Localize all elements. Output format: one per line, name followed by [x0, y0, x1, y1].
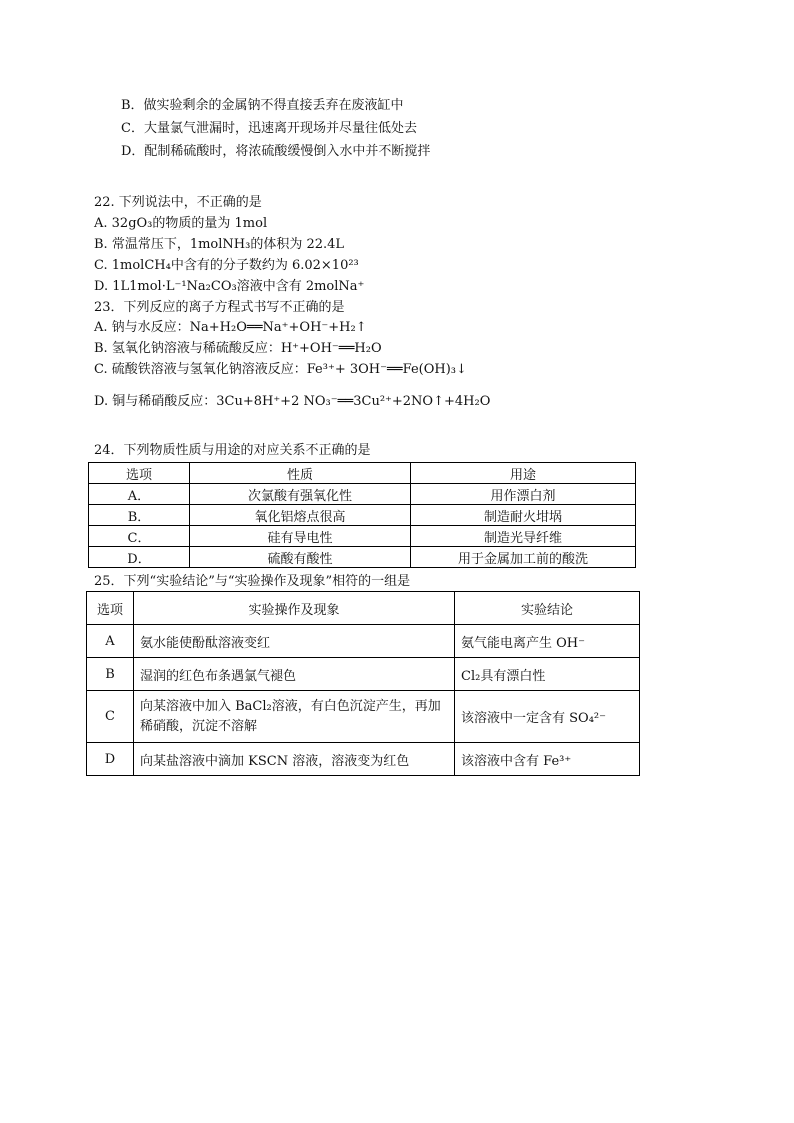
table-row: [89, 526, 636, 547]
header-cell: 实验操作及现象: [134, 592, 455, 625]
use-cell: 制造耐火坩埚: [411, 505, 636, 526]
q25-table: [86, 591, 640, 776]
conclusion-cell: 该溶液中含有 Fe³⁺: [455, 743, 640, 776]
table-header-row: [87, 592, 640, 625]
use-cell: 用作漂白剂: [411, 484, 636, 505]
q23-option-d: D. 铜与稀硝酸反应：3Cu+8H⁺+2 NO₃⁻══3Cu²⁺+2NO↑+4H₂O: [94, 394, 491, 409]
option-cell: B．: [89, 505, 190, 526]
header-cell: 用途: [411, 463, 636, 484]
conclusion-cell: 氨气能电离产生 OH⁻: [455, 625, 640, 658]
option-cell: D．: [89, 547, 190, 568]
q23-option-a: A. 钠与水反应：Na+H₂O══Na⁺+OH⁻+H₂↑: [94, 320, 367, 335]
property-cell: 硫酸有酸性: [190, 547, 411, 568]
q23-option-b: B. 氢氧化钠溶液与稀硫酸反应：H⁺+OH⁻══H₂O: [94, 341, 382, 356]
table-row: [89, 505, 636, 526]
q21-option-b: B．做实验剩余的金属钠不得直接丢弃在废液缸中: [121, 98, 404, 113]
q24-table: [88, 462, 636, 568]
header-cell: 性质: [190, 463, 411, 484]
operation-cell: 氨水能使酚酞溶液变红: [134, 625, 455, 658]
q23-option-c: C. 硫酸铁溶液与氢氧化钠溶液反应：Fe³⁺+ 3OH⁻══Fe(OH)₃↓: [94, 362, 467, 377]
conclusion-cell: Cl₂具有漂白性: [455, 658, 640, 691]
operation-cell: 向某盐溶液中滴加 KSCN 溶液，溶液变为红色: [134, 743, 455, 776]
header-cell: 选项: [89, 463, 190, 484]
operation-cell: 向某溶液中加入 BaCl₂溶液，有白色沉淀产生，再加稀硝酸，沉淀不溶解: [134, 691, 455, 743]
header-cell: 选项: [87, 592, 134, 625]
option-cell: B: [87, 658, 134, 691]
property-cell: 氧化铝熔点很高: [190, 505, 411, 526]
table-row: [87, 691, 640, 743]
q22-option-d: D. 1L1mol·L⁻¹Na₂CO₃溶液中含有 2molNa⁺: [94, 279, 365, 294]
property-cell: 硅有导电性: [190, 526, 411, 547]
table-row: [87, 658, 640, 691]
conclusion-cell: 该溶液中一定含有 SO₄²⁻: [455, 691, 640, 743]
table-row: [87, 743, 640, 776]
table-row: [89, 484, 636, 505]
option-cell: D: [87, 743, 134, 776]
q21-option-d: D．配制稀硫酸时，将浓硫酸缓慢倒入水中并不断搅拌: [121, 144, 431, 159]
operation-cell: 湿润的红色布条遇氯气褪色: [134, 658, 455, 691]
q25-stem: 25．下列“实验结论”与“实验操作及现象”相符的一组是: [94, 574, 411, 589]
header-cell: 实验结论: [455, 592, 640, 625]
option-cell: A: [87, 625, 134, 658]
table-header-row: [89, 463, 636, 484]
q22-option-b: B. 常温常压下，1molNH₃的体积为 22.4L: [94, 237, 345, 252]
option-cell: C: [87, 691, 134, 743]
option-cell: C．: [89, 526, 190, 547]
q22-option-a: A. 32gO₃的物质的量为 1mol: [94, 216, 268, 231]
use-cell: 用于金属加工前的酸洗: [411, 547, 636, 568]
option-cell: A．: [89, 484, 190, 505]
property-cell: 次氯酸有强氧化性: [190, 484, 411, 505]
table-row: [87, 625, 640, 658]
q23-stem: 23．下列反应的离子方程式书写不正确的是: [94, 300, 345, 315]
q22-option-c: C. 1molCH₄中含有的分子数约为 6.02×10²³: [94, 258, 359, 273]
use-cell: 制造光导纤维: [411, 526, 636, 547]
table-row: [89, 547, 636, 568]
q21-option-c: C．大量氯气泄漏时，迅速离开现场并尽量往低处去: [121, 121, 417, 136]
q24-stem: 24．下列物质性质与用途的对应关系不正确的是: [94, 443, 371, 458]
q22-stem: 22. 下列说法中，不正确的是: [94, 195, 262, 210]
